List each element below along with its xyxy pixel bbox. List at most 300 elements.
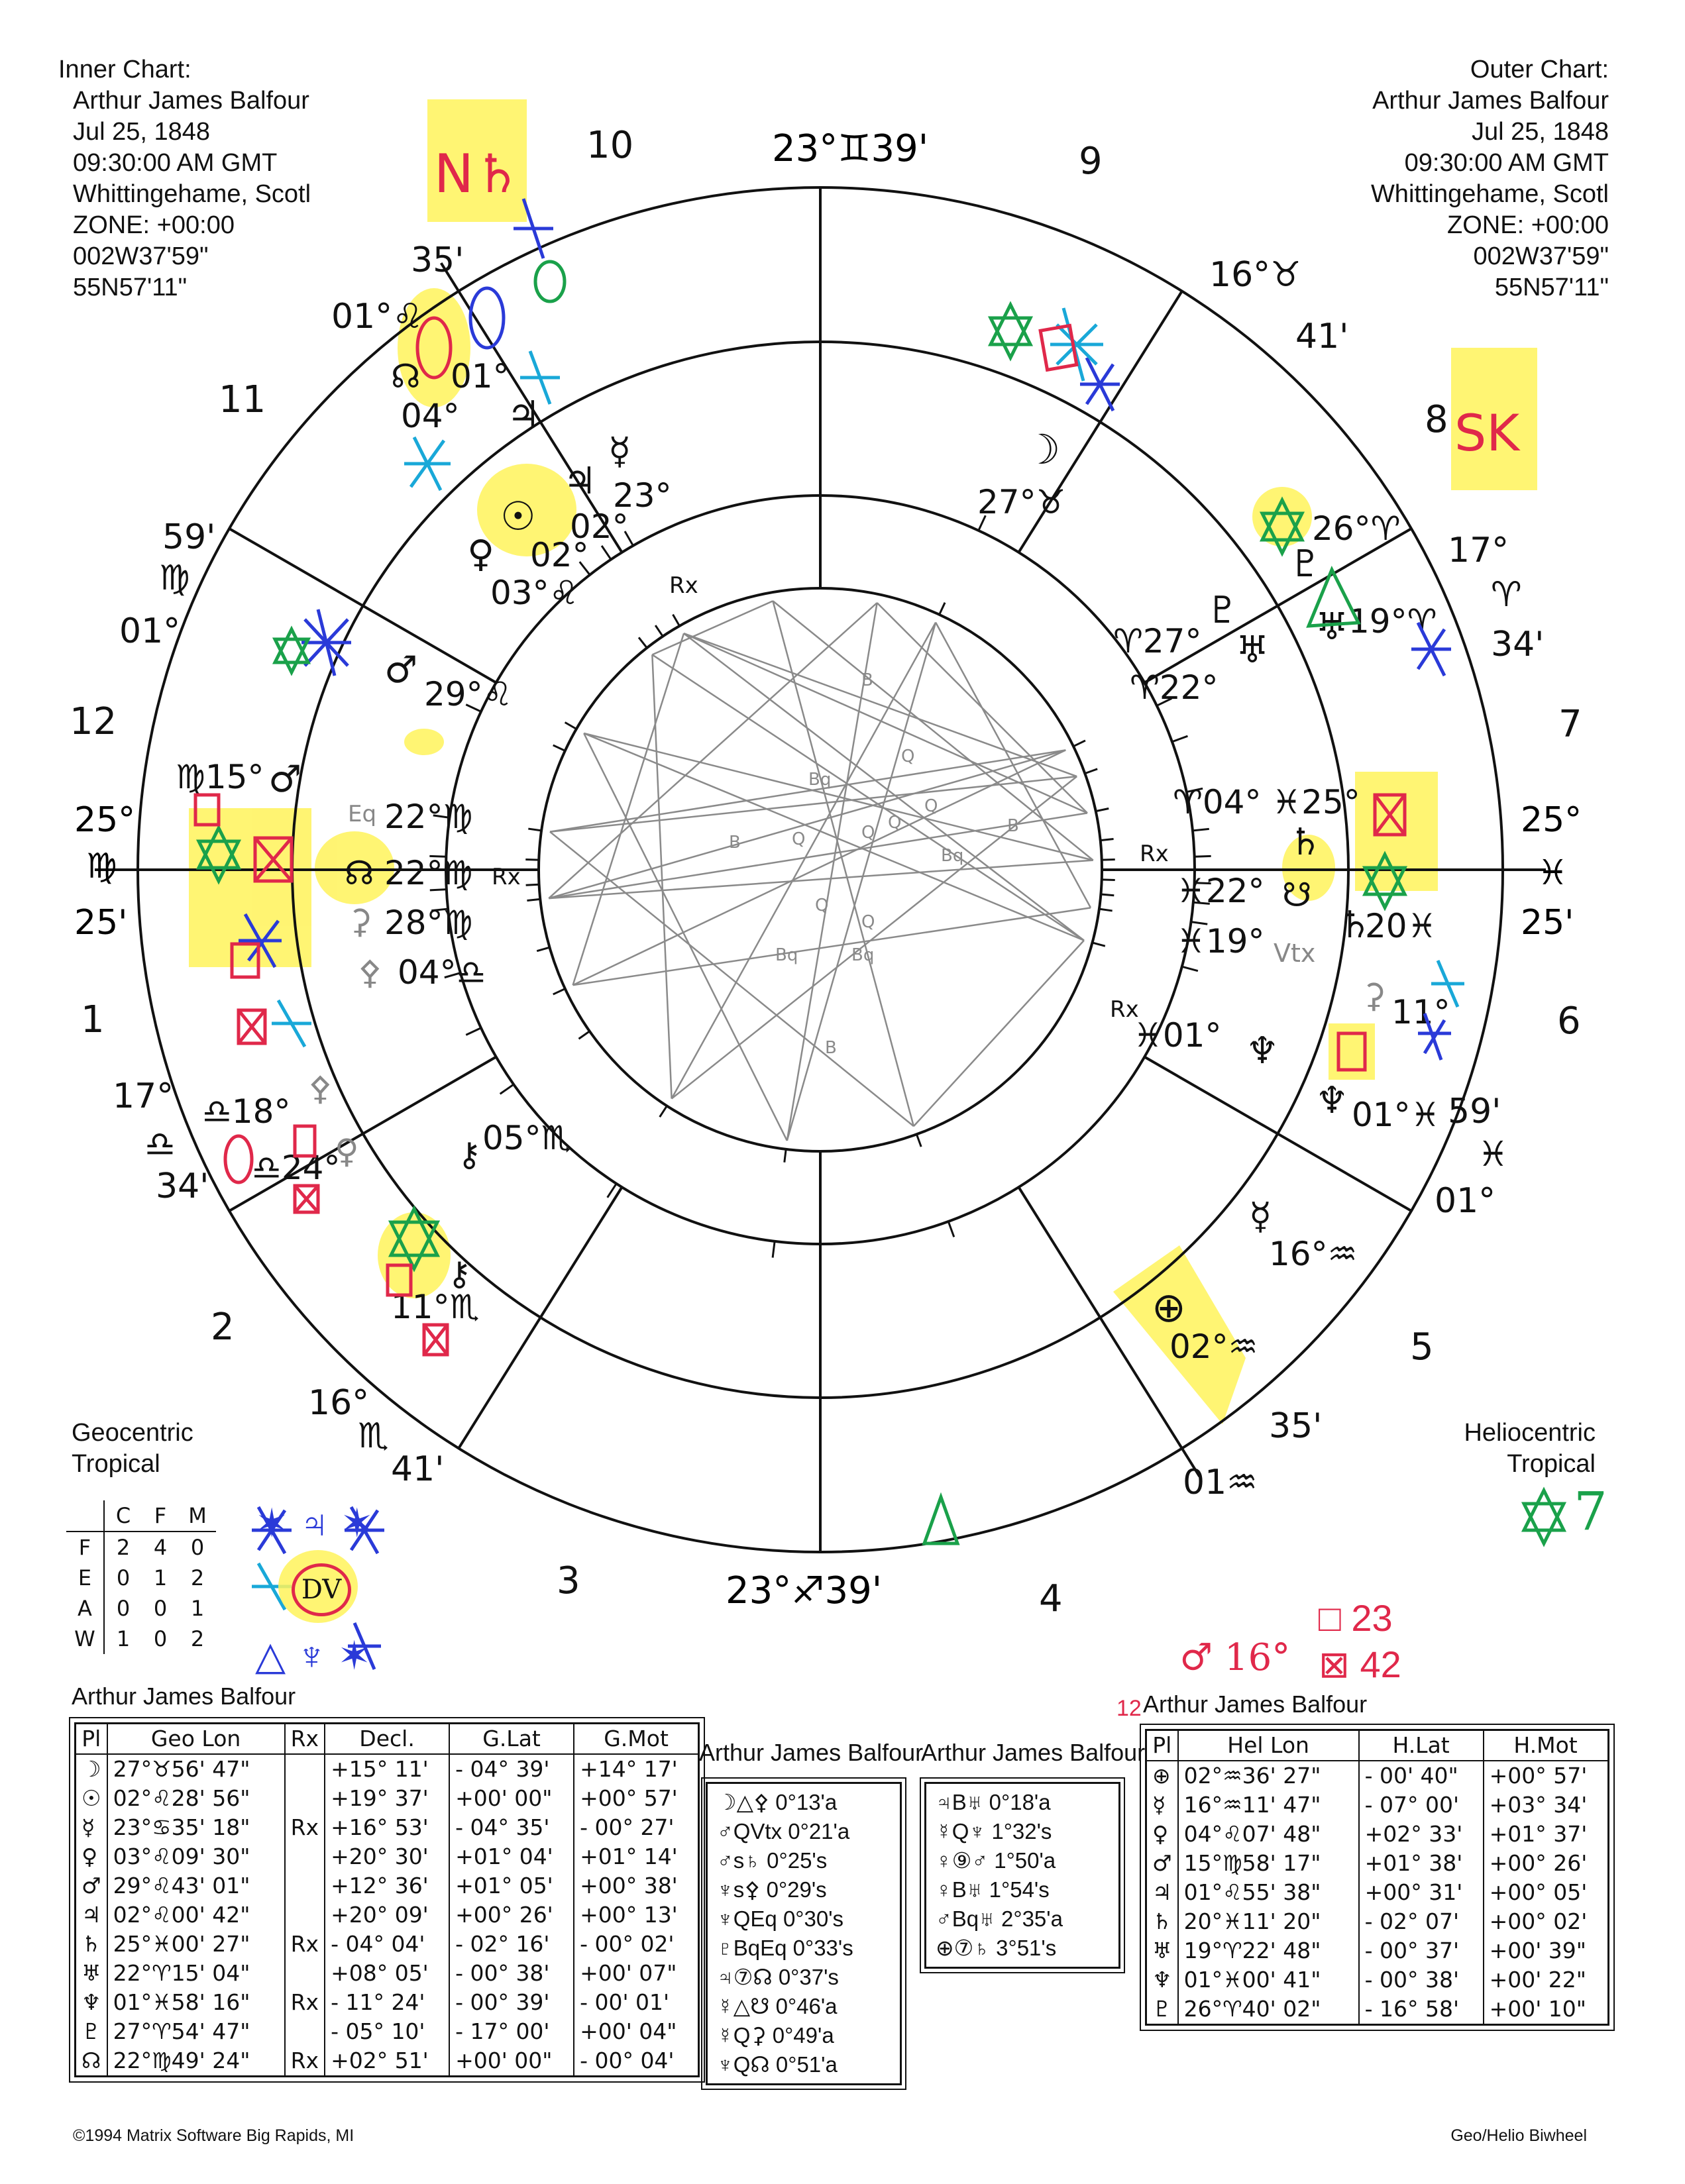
helio-cell: +00° 05' (1489, 1879, 1588, 1905)
helio-cell: ♀ (1146, 1820, 1178, 1849)
geo-header-lon: Geo Lon (107, 1724, 285, 1755)
geo-cell: - 00° 02' (580, 1931, 675, 1957)
elem-cell: 1 (190, 1596, 205, 1621)
house-11: 11 (219, 378, 266, 421)
elem-cell: 0 (116, 1565, 131, 1590)
house-7: 7 (1558, 703, 1582, 746)
planet-moon-label: 27°♉ (977, 483, 1066, 521)
aspect-list-1 (706, 1782, 902, 2085)
elem-col-0 (66, 1500, 104, 1532)
outer-saturn-label: 20♓ (1365, 907, 1437, 945)
cyan-star (1050, 308, 1103, 381)
aspect-letter: B (729, 833, 741, 853)
planet-uranus-glyph: ♅ (1236, 629, 1270, 672)
heliocentric-line2: Tropical (1507, 1450, 1596, 1478)
geo-cell: +12° 36' (325, 1871, 449, 1900)
house-2: 2 (211, 1306, 235, 1349)
geo-cell: 27°♉56' 47" (107, 1754, 285, 1784)
aspect-tick (565, 723, 576, 729)
outer-node-label: 01° (451, 357, 510, 395)
outer-lat: 55N57'11" (1494, 274, 1609, 301)
aspect-tick (525, 859, 539, 860)
planet-tick (773, 1241, 775, 1258)
house-10: 10 (586, 124, 634, 167)
annotation-sk: SK (1454, 403, 1520, 462)
aspect-tick (1073, 741, 1085, 747)
helio-cell: +01° 37' (1489, 1821, 1588, 1847)
elem-cell: 2 (190, 1565, 205, 1590)
geo-cell: 22°♈15' 04" (107, 1959, 285, 1988)
geo-cell: ♀ (76, 1842, 107, 1871)
cusp-9-min: 41' (1295, 317, 1349, 356)
outer-mercury-glyph: ☿ (1249, 1195, 1272, 1238)
triangle-glyph: △ (255, 1634, 286, 1678)
aspect-ring (539, 588, 1102, 1151)
helio-header-pl: Pl (1146, 1730, 1178, 1761)
geo-cell: ☿ (76, 1813, 107, 1842)
geo-row (76, 1784, 699, 1813)
house-12: 12 (70, 700, 117, 743)
aspect-letter: Bq (808, 770, 832, 790)
elem-cell: 2 (190, 1626, 205, 1651)
equator-glyph: Eq (348, 801, 377, 827)
planet-tick (602, 546, 611, 560)
geo-cell: Rx (285, 1930, 325, 1959)
geo-cell: - 04° 39' (449, 1754, 574, 1784)
aspect-tick (1085, 769, 1097, 774)
house-8: 8 (1425, 398, 1448, 441)
cyan-star (272, 1000, 311, 1047)
helio-row (1146, 1965, 1609, 1995)
aspect-entry: ♆Q☊ 0°51'a (717, 2052, 838, 2077)
aspect-letter: Q (901, 747, 915, 766)
geo-cell: +08° 05' (325, 1959, 449, 1988)
elem-row (66, 1624, 216, 1654)
geo-table-title: Arthur James Balfour (72, 1683, 296, 1710)
outer-juno-glyph: ⚴ (308, 1069, 333, 1108)
elem-cell: 0 (190, 1535, 205, 1560)
geo-header-pl: Pl (76, 1724, 107, 1755)
juno-label: 04°♎ (398, 953, 486, 992)
cusp-12-deg: 01° (119, 611, 181, 651)
inner-place: Whittingehame, Scotl (73, 180, 311, 208)
elem-cell: 0 (153, 1626, 168, 1651)
geo-cell: ♇ (76, 2017, 107, 2046)
geo-cell (285, 1959, 325, 1988)
inner-lon: 002W37'59" (73, 242, 209, 270)
elem-cell: E (66, 1563, 104, 1593)
asc-degree: 25° (74, 800, 136, 840)
neptune-glyph: ✶ (340, 1501, 374, 1545)
planet-moon-glyph: ☽ (1024, 425, 1061, 474)
house-cusps (95, 187, 1546, 1552)
aspect-list-2 (924, 1782, 1120, 1969)
cusp-2-sign: ♎ (144, 1125, 176, 1165)
geo-row (76, 1930, 699, 1959)
outer-node-glyph: ☊ (391, 357, 421, 395)
aspect-tick (1101, 894, 1114, 896)
cusp-2-deg: 17° (113, 1076, 174, 1116)
annotation-dv: DV (292, 1563, 351, 1616)
chiron-glyph: ⚷ (457, 1135, 482, 1174)
house-cusp-line (229, 529, 496, 683)
elem-cell: 2 (116, 1535, 131, 1560)
helio-cell: +00° 02' (1489, 1908, 1588, 1934)
outer-venus-label: ♎24° (252, 1149, 341, 1187)
aspect-lines (549, 601, 1093, 1141)
aspect-entry: ♆s⚴ 0°29's (717, 1877, 827, 1902)
green-oval (535, 262, 565, 301)
outer-mars-label: ♍15° (176, 758, 264, 796)
inner-zone: ZONE: +00:00 (73, 211, 235, 239)
helio-cell: +00' 10" (1489, 1996, 1586, 2022)
planet-pluto-glyph: ♇ (1206, 589, 1240, 632)
geo-cell: ♆ (76, 1988, 107, 2017)
planet-sun-label: 02° (530, 536, 589, 574)
green-hexagram (1524, 1504, 1564, 1543)
house-cusp-line (459, 1187, 622, 1448)
helio-cell: ♃ (1146, 1878, 1178, 1907)
helio-cell: +01° 38' (1359, 1849, 1484, 1878)
house-cusp-line (229, 1057, 496, 1212)
helio-cell: +02° 33' (1359, 1820, 1484, 1849)
outer-uranus-label: 19°♈ (1348, 602, 1437, 641)
outer-lon: 002W37'59" (1473, 242, 1609, 270)
planet-jupiter-label: 02° (570, 507, 629, 546)
aspect-glyphs (729, 670, 1019, 1058)
geo-cell: +00° 38' (580, 1873, 678, 1898)
geo-row (76, 2017, 699, 2046)
vertex-label: ♓19° (1176, 922, 1265, 961)
red-square-cross (424, 1325, 447, 1355)
aspects2-title: Arthur James Balfour (921, 1739, 1146, 1766)
aspect-letter: B (861, 670, 873, 690)
geo-cell (285, 1842, 325, 1871)
elem-row (66, 1563, 216, 1593)
helio-cell: - 00° 37' (1359, 1936, 1484, 1965)
outer-date: Jul 25, 1848 (1471, 118, 1609, 146)
helio-cell: ♇ (1146, 1995, 1178, 2025)
aspect-letter: Q (861, 912, 875, 932)
geo-cell: - 00° 38' (449, 1959, 574, 1988)
planet-jupiter-glyph: ♃ (563, 460, 597, 503)
geo-header-glat: G.Lat (449, 1724, 574, 1755)
geo-cell: Rx (285, 2046, 325, 2077)
helio-header-hlat: H.Lat (1359, 1730, 1484, 1761)
helio-cell: ♄ (1146, 1907, 1178, 1936)
helio-row (1146, 1936, 1609, 1965)
aspect-tick (1096, 808, 1109, 811)
aspect-letter: Q (888, 813, 902, 833)
geo-cell: - 00° 04' (580, 2048, 675, 2073)
geo-cell (285, 1900, 325, 1930)
aspect-letter: Q (861, 823, 875, 843)
helio-cell: 20°♓11' 20" (1178, 1907, 1359, 1936)
geo-row (76, 1754, 699, 1784)
aspect-entry: ⊕⑦♄ 3°51's (936, 1936, 1057, 1960)
helio-cell: - 02° 07' (1359, 1907, 1484, 1936)
aspect-entry: ♃⑦☊ 0°37's (717, 1965, 839, 1989)
aspect-line (684, 633, 1077, 776)
aspect-tick (537, 947, 549, 951)
heliocentric-label (1464, 1418, 1596, 1480)
geo-cell: ☉ (76, 1784, 107, 1813)
aspect-line (914, 941, 1084, 1127)
geo-cell: - 00° 27' (580, 1814, 675, 1840)
ic-label: 23°♐39' (726, 1569, 883, 1612)
aspect-entry: ♀B♅ 1°54's (936, 1877, 1050, 1902)
planet-venus-label: 03°♌ (490, 574, 579, 612)
aspect-letter: B (825, 1038, 837, 1058)
elem-col-1: C (104, 1500, 142, 1532)
geocentric-line2: Tropical (72, 1450, 160, 1478)
aspect-tick (660, 1106, 667, 1117)
chiron-label: 05°♏ (482, 1119, 571, 1157)
outer-name: Arthur James Balfour (1372, 87, 1609, 115)
juno-glyph: ⚴ (358, 953, 382, 992)
aspect-letter: B (1007, 816, 1019, 836)
helio-header-lon: Hel Lon (1178, 1730, 1359, 1761)
geo-cell: +00° 57' (580, 1785, 678, 1811)
annotation-nt: N♄ (434, 143, 521, 205)
outer-juno-label: ♎18° (202, 1092, 291, 1131)
planet-saturn-glyph: ♄ (1289, 821, 1323, 864)
retro-saturn: Rx (1140, 841, 1169, 867)
house-1: 1 (81, 998, 105, 1041)
geo-cell: - 04° 35' (449, 1813, 574, 1842)
aspect-tick (578, 1031, 589, 1039)
geo-row (76, 1988, 699, 2017)
red-square-cross (295, 1186, 318, 1212)
outer-neptune-label: 01°♓ (1352, 1096, 1440, 1134)
geo-cell: +00' 00" (449, 1784, 574, 1813)
cusp-8-min: 34' (1491, 625, 1545, 664)
cusp-6-deg: 01° (1435, 1181, 1496, 1221)
elem-cell: A (66, 1593, 104, 1624)
geocentric-line1: Geocentric (72, 1419, 193, 1447)
geo-header-gmot: G.Mot (574, 1724, 699, 1755)
geo-cell: ♄ (76, 1930, 107, 1959)
annotation-seven: 7 (1574, 1481, 1607, 1542)
outer-pallas-glyph: ⚳ (1362, 976, 1386, 1015)
geo-cell: Rx (285, 1813, 325, 1842)
helio-cell: ⊕ (1146, 1761, 1178, 1791)
elem-col-3: M (179, 1500, 216, 1532)
helio-cell: 19°♈22' 48" (1178, 1936, 1359, 1965)
geo-cell: - 17° 00' (449, 2017, 574, 2046)
outer-chiron-glyph: ⚷ (447, 1255, 472, 1293)
helio-row (1146, 1820, 1609, 1849)
star-glyph: ✶ (337, 1634, 371, 1678)
geo-cell: +20° 09' (325, 1900, 449, 1930)
aspects1-title: Arthur James Balfour (699, 1739, 924, 1766)
retro-node: Rx (492, 864, 521, 890)
helio-row (1146, 1761, 1609, 1791)
geo-cell: 03°♌09' 30" (107, 1842, 285, 1871)
elem-row (66, 1593, 216, 1624)
earth-glyph: ⊕ (1152, 1283, 1186, 1331)
aspect-entry: ☿Q♆ 1°32's (936, 1819, 1052, 1844)
green-triangle (924, 1497, 957, 1543)
geo-cell: +00° 26' (449, 1900, 574, 1930)
elem-cell: 1 (153, 1565, 168, 1590)
aspect-tick (916, 1134, 921, 1147)
geo-cell: +00' 00" (449, 2046, 574, 2077)
retro-mercury: Rx (669, 572, 698, 599)
helio-row (1146, 1849, 1609, 1878)
earth-label: 02°♒ (1169, 1327, 1258, 1366)
dsc-degree: 25° (1521, 800, 1582, 840)
red-oval (225, 1136, 252, 1182)
geo-cell: 23°♋35' 18" (107, 1813, 285, 1842)
retro-neptune: Rx (1110, 996, 1139, 1023)
aspect-line (773, 601, 1093, 860)
outer-pallas-label: 11° (1391, 993, 1450, 1031)
helio-cell: 16°♒11' 47" (1178, 1791, 1359, 1820)
planet-tick (500, 1084, 514, 1094)
geo-cell: 27°♈54' 47" (107, 2017, 285, 2046)
dsc-sign: ♓ (1537, 853, 1568, 893)
geo-row (76, 1813, 699, 1842)
planet-mercury-label: 23° (613, 476, 672, 515)
geo-cell (285, 1784, 325, 1813)
outer-pluto-label: 26°♈ (1312, 509, 1401, 548)
heliocentric-line1: Heliocentric (1464, 1419, 1596, 1447)
helio-cell: - 00' 40" (1359, 1761, 1484, 1791)
geo-cell: ☊ (76, 2046, 107, 2077)
planet-pluto-label: ♈27° (1113, 622, 1202, 660)
aspect-letter: Bq (775, 945, 798, 965)
inner-time: 09:30:00 AM GMT (73, 149, 278, 177)
jupiter-glyph: ♃ (299, 1501, 329, 1545)
aspect-entry: ♂s♄ 0°25's (717, 1848, 828, 1873)
geocentric-label (72, 1418, 193, 1480)
outer-venus-glyph: ♀ (335, 1132, 359, 1170)
aspect-tick (553, 989, 565, 994)
outer-mars-glyph: ♂ (268, 758, 302, 801)
geo-cell: ♂ (76, 1871, 107, 1900)
planet-tick (608, 1184, 617, 1198)
planet-tick (1193, 829, 1209, 831)
planet-saturn-label: ♈04° ♓25° (1173, 783, 1360, 821)
geo-header-decl: Decl. (325, 1724, 449, 1755)
annotation-blue-glyphs-bottom (255, 1633, 371, 1679)
geo-cell: - 04° 04' (325, 1930, 449, 1959)
geo-position-table (74, 1722, 700, 2077)
aspect-tick (526, 884, 539, 885)
outer-zone: ZONE: +00:00 (1447, 211, 1609, 239)
helio-cell: 01°♓00' 41" (1178, 1965, 1359, 1995)
cusp-8-sign: ♈ (1491, 575, 1522, 615)
aspect-line (584, 733, 787, 1141)
helio-cell: +00' 22" (1489, 1967, 1586, 1993)
inner-lat: 55N57'11" (73, 274, 188, 301)
cusp-12-min: 59' (162, 517, 216, 557)
planet-mars-glyph: ♂ (384, 649, 418, 692)
aspect-tick (528, 829, 541, 831)
geo-cell: - 00° 39' (449, 1988, 574, 2017)
neptune-glyph: ✶ (255, 1501, 289, 1545)
geo-cell: - 02° 16' (449, 1930, 574, 1959)
helio-cell: 01°♌55' 38" (1178, 1878, 1359, 1907)
geo-cell: ♃ (76, 1900, 107, 1930)
helio-position-table (1145, 1729, 1609, 2026)
pallas-glyph: ⚳ (348, 902, 372, 941)
cusp-8-deg: 17° (1448, 531, 1509, 570)
geo-row (76, 1900, 699, 1930)
aspect-entry: ☽△⚴ 0°13'a (717, 1790, 838, 1814)
planet-mercury-glyph: ☿ (608, 430, 631, 473)
planet-mars-label: 29°♌ (424, 675, 513, 713)
aspect-tick (553, 745, 565, 751)
geo-cell: - 00' 01' (580, 1989, 670, 2015)
star-mark (301, 609, 351, 676)
aspect-tick (1093, 943, 1105, 946)
outer-place: Whittingehame, Scotl (1370, 180, 1609, 208)
cusp-3-sign: ♏ (358, 1416, 389, 1456)
aspect-entry: ♆QEq 0°30's (717, 1906, 844, 1931)
geo-cell: 29°♌43' 01" (107, 1871, 285, 1900)
planet-sun-glyph: ☉ (500, 494, 536, 540)
cusp-5-deg: 01♒ (1183, 1463, 1258, 1502)
annotation-square-23: □ 23 (1319, 1597, 1393, 1639)
geo-cell (285, 2017, 325, 2046)
geo-cell: +14° 17' (580, 1756, 678, 1782)
geo-cell: - 11° 24' (325, 1988, 449, 2017)
outer-time: 09:30:00 AM GMT (1404, 149, 1609, 177)
elem-row (66, 1532, 216, 1563)
footer-chart-type: Geo/Helio Biwheel (1450, 2126, 1587, 2145)
red-square-cross (239, 1010, 265, 1043)
cyan-star (404, 437, 451, 490)
aspect-entry: ♃B♅ 0°18'a (936, 1790, 1051, 1814)
star-mark (1080, 358, 1120, 411)
cusp-5-min: 35' (1269, 1406, 1323, 1446)
geo-cell (285, 1871, 325, 1900)
node-label: 22°♍ (384, 854, 473, 892)
helio-cell: ♆ (1146, 1965, 1178, 1995)
cusp-12-sign: ♍ (159, 558, 190, 598)
helio-row (1146, 1791, 1609, 1820)
annotation-blue-glyphs (255, 1500, 374, 1547)
geo-row (76, 1871, 699, 1900)
inner-name: Arthur James Balfour (73, 87, 309, 115)
helio-cell: +03° 34' (1489, 1792, 1588, 1818)
aspect-entry: ♀⑨♂ 1°50'a (936, 1848, 1056, 1873)
geo-cell: 01°♓58' 16" (107, 1988, 285, 2017)
geo-cell: 02°♌00' 42" (107, 1900, 285, 1930)
helio-row (1146, 1995, 1609, 2025)
helio-row (1146, 1907, 1609, 1936)
aspect-tick (655, 625, 663, 637)
outer-chart-label: Outer Chart: (1470, 56, 1609, 83)
aspect-tick (1101, 839, 1114, 840)
house-6: 6 (1557, 1000, 1581, 1043)
helio-cell: 02°♒36' 27" (1178, 1761, 1359, 1791)
geo-cell: ♅ (76, 1959, 107, 1988)
aspect-letter: Q (792, 829, 806, 849)
planet-tick (1172, 736, 1187, 742)
aspect-entry: ☿△☋ 0°46'a (717, 1994, 838, 2018)
helio-cell: 04°♌07' 48" (1178, 1820, 1359, 1849)
geo-cell: 25°♓00' 27" (107, 1930, 285, 1959)
geo-cell: +15° 11' (325, 1754, 449, 1784)
helio-table-title: Arthur James Balfour (1143, 1690, 1368, 1718)
neptune-glyph: ♆ (296, 1634, 327, 1678)
aspect-line (584, 733, 1084, 941)
vertex-glyph: Vtx (1274, 939, 1316, 968)
outer-uranus-glyph: ♅ (1315, 605, 1349, 649)
